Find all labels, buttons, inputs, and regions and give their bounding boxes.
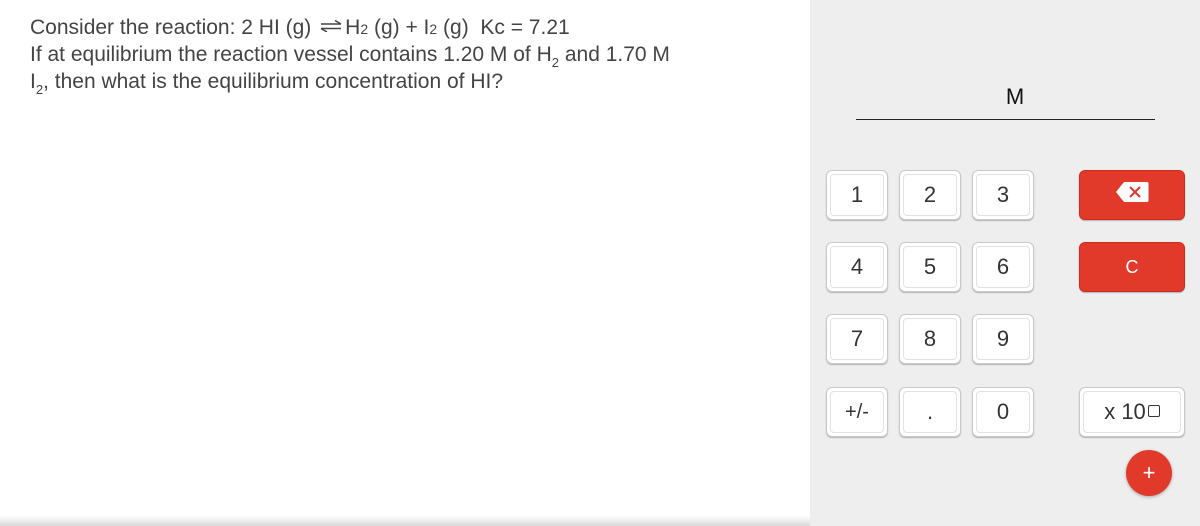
- key-3[interactable]: 3: [972, 170, 1034, 220]
- decimal-button[interactable]: .: [899, 387, 961, 437]
- plus-button[interactable]: +: [1126, 450, 1172, 496]
- clear-button[interactable]: C: [1079, 242, 1185, 292]
- question-line-3: $I_2$, then what is the equilibrium concentration of HI?: [30, 70, 503, 97]
- key-8[interactable]: 8: [899, 314, 961, 364]
- question-text: [30, 15, 790, 96]
- equilibrium-arrow-icon: [320, 20, 342, 32]
- key-4[interactable]: 4: [826, 242, 888, 292]
- exponent-box-icon: [1148, 405, 1160, 417]
- sign-toggle-button[interactable]: +/-: [826, 387, 888, 437]
- backspace-button[interactable]: [1079, 170, 1185, 220]
- exponent-button[interactable]: x 10: [1079, 387, 1185, 437]
- key-2[interactable]: 2: [899, 170, 961, 220]
- bottom-shadow: [0, 516, 810, 526]
- answer-unit: M: [1005, 84, 1025, 109]
- key-7[interactable]: 7: [826, 314, 888, 364]
- key-9[interactable]: 9: [972, 314, 1034, 364]
- question-line-1: Consider the reaction: 2 HI (g) H2 (g) + I2 (g) Kc = 7.21: [30, 16, 570, 39]
- key-0[interactable]: 0: [972, 387, 1034, 437]
- key-1[interactable]: 1: [826, 170, 888, 220]
- answer-field[interactable]: [856, 119, 1155, 120]
- backspace-icon: [1115, 181, 1149, 209]
- key-5[interactable]: 5: [899, 242, 961, 292]
- question-line-2: If at equilibrium the reaction vessel contains 1.20 M of $H_2$ and 1.70 M: [30, 43, 670, 70]
- key-6[interactable]: 6: [972, 242, 1034, 292]
